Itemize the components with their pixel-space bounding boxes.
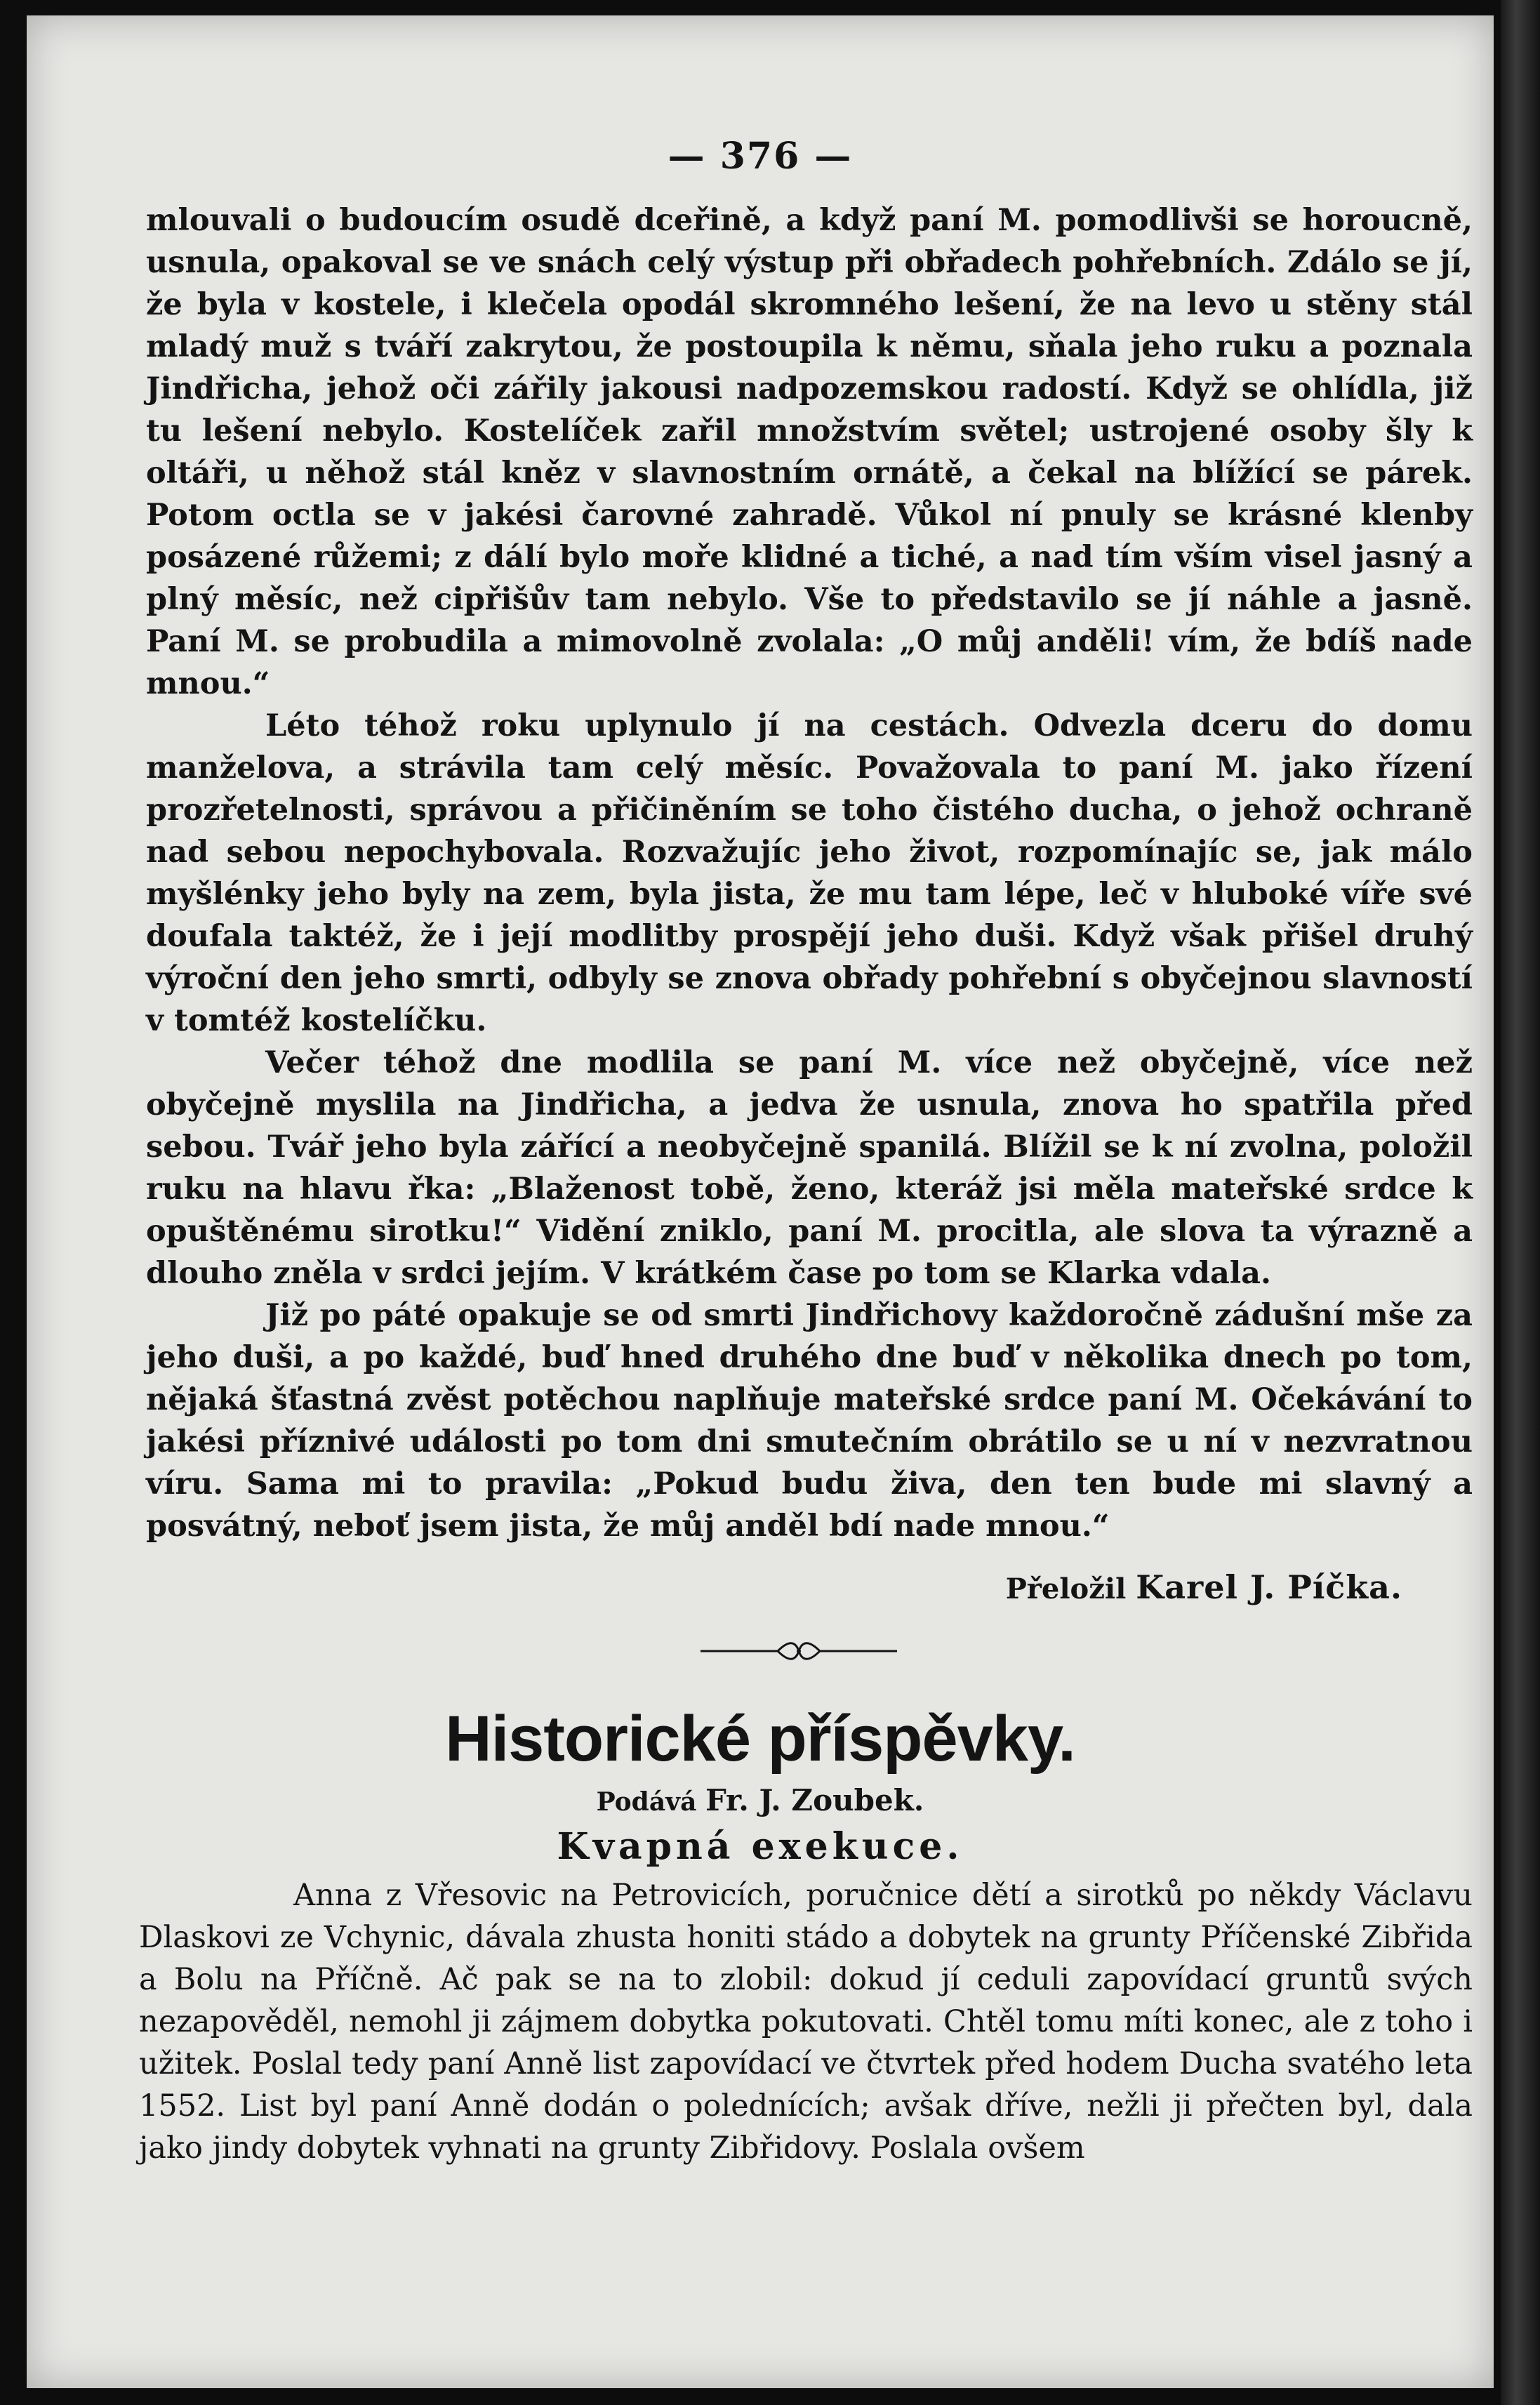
ornament-divider [701,1637,897,1665]
translator-name: Karel J. Píčka. [1136,1568,1402,1606]
story-heading: Kvapná exekuce. [557,1825,964,1868]
page-number: — 376 — [668,135,853,178]
section-title: Historické příspěvky. [445,1703,1075,1775]
section-contributor [27,1783,1494,1817]
contributor-prefix: Podává [596,1787,705,1817]
translator-prefix: Přeložil [1005,1572,1136,1605]
article-paragraph-4: Již po páté opakuje se od smrti Jindřichovy každoročně zádušní mše za jeho duši, a po každé, buď hned druhého dne buď v několika dnech po tom, nějaká šťastná zvěst potěchou naplňuje mateřské srdce paní M. Očekávání to jakési příznivé události po tom dni smutečním obrátilo se u ní v nezvratnou víru. Sama mi to pravila: „Pokud budu živa, den ten bude mi slavný a posvátný, neboť jsem jista, že můj anděl bdí nade mnou.“ [146,1298,1473,1544]
article-paragraph-1: mlouvali o budoucím osudě dceřině, a když paní M. pomodlivši se horoucně, usnula, opakoval se ve snách celý výstup při obřadech pohřebních. Zdálo se jí, že byla v kostele, i klečela opodál skromného lešení, že na levo u stěny stál mladý muž s tváří zakrytou, že postoupila k němu, sňala jeho ruku a poznala Jindřicha, jehož oči zářily jakousi nadpozemskou radostí. Když se ohlídla, již tu lešení nebylo. Kostelíček zařil množstvím světel; ustrojené osoby šly k oltáři, u něhož stál kněz v slavnostním ornátě, a čekal na blížící se párek. Potom octla se v jakési čarovné zahradě. Vůkol ní pnuly se krásné klenby posázené růžemi; z dálí bylo moře klidné a tiché, a nad tím vším visel jasný a plný měsíc, než cipřišův tam nebylo. Vše to představilo se jí náhle a jasně. Paní M. se probudila a mimovolně zvolala: „O můj anděli! vím, že bdíš nade mnou.“ [146,203,1473,701]
article-body [146,199,1473,1547]
article-paragraph-2: Léto téhož roku uplynulo jí na cestách. Odvezla dceru do domu manželova, a strávila tam celý měsíc. Považovala to paní M. jako řízení prozřetelnosti, správou a přičiněním se toho čistého ducha, o jehož ochraně nad sebou nepochybovala. Rozvažujíc jeho život, rozpomínajíc se, jak málo myšlénky jeho byly na zem, byla jista, že mu tam lépe, leč v hluboké víře své doufala taktéž, že i její modlitby prospějí jeho duši. Když však přišel druhý výroční den jeho smrti, odbyly se znova obřady pohřební s obyčejnou slavností v tomtéž kostelíčku. [146,708,1473,1038]
contributor-name: Fr. J. Zoubek. [705,1783,924,1817]
article-paragraph-3: Večer téhož dne modlila se paní M. více než obyčejně, více než obyčejně myslila na Jindřicha, a jedva že usnula, znova ho spatřila před sebou. Tvář jeho byla zářící a neobyčejně spanilá. Blížil se k ní zvolna, položil ruku na hlavu řka: „Blaženost tobě, ženo, kteráž jsi měla mateřské srdce k opuštěnému sirotku!“ Vidění zniklo, paní M. procitla, ale slova ta výrazně a dlouho zněla v srdci jejím. V krátkém čase po tom se Klarka vdala. [146,1045,1473,1291]
story-paragraph-1: Anna z Vřesovic na Petrovicích, poručnice dětí a sirotků po někdy Václavu Dlaskovi ze Vchynic, dávala zhusta honiti stádo a dobytek na grunty Příčenské Zibřida a Bolu na Příčně. Ač pak se na to zlobil: dokud jí ceduli zapovídací gruntů svých nezapověděl, nemohl ji zájmem dobytka pokutovati. Chtěl tomu míti konec, ale z toho i užitek. Poslal tedy paní Anně list zapovídací ve čtvrtek před hodem Ducha svatého leta 1552. List byl paní Anně dodán o polednících; avšak dříve, nežli ji přečten byl, dala jako jindy dobytek vyhnati na grunty Zibřidovy. Poslala ovšem [139,1878,1473,2166]
scan-edge [1501,0,1540,2405]
translator-credit [27,1568,1402,1606]
story-body [139,1874,1473,2169]
book-page [27,15,1494,2388]
